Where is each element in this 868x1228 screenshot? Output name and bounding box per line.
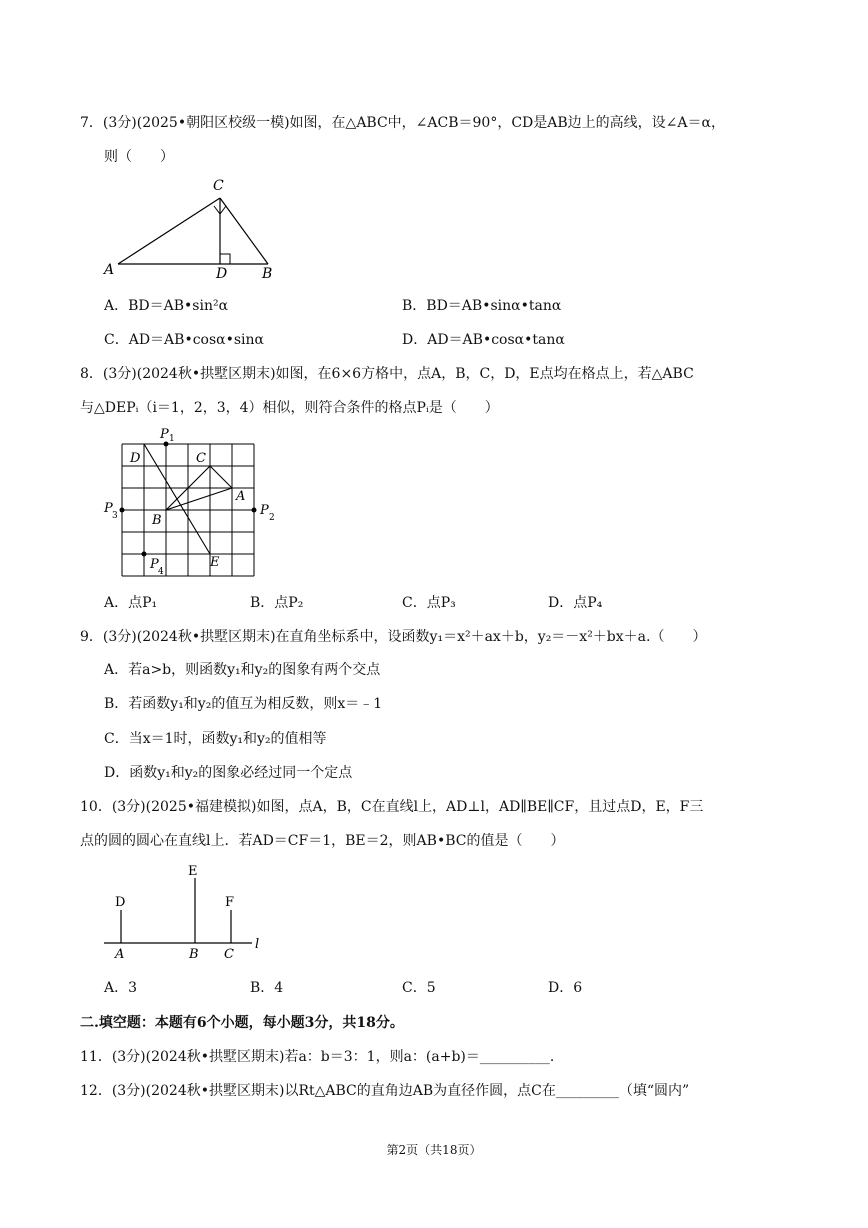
q8-option-c: C．点P₃ [402,595,456,611]
q10-option-c: C．5 [402,980,436,996]
q10-figure [100,858,270,964]
q8-label-p2-sub: 2 [269,513,275,523]
q8-label-e: E [210,555,220,570]
q10-label-l: l [255,937,260,952]
q8-label-p4-sub: 4 [158,567,164,577]
q7-label-d: D [216,266,228,282]
q10-stem-line2: 点的圆的圆心在直线l上．若AD＝CF＝1，BE＝2，则AB•BC的值是（ ） [80,833,565,849]
q8-label-a: A [236,489,246,504]
q7-option-a: A．BD＝AB•sin²α [104,298,229,314]
q8-stem-line2: 与△DEPᵢ（i＝1，2，3，4）相似，则符合条件的格点Pᵢ是（ ） [80,400,499,416]
q10-label-a: A [115,947,125,962]
q8-stem-line1: 8．(3分)(2024秋•拱墅区期末)如图，在6×6方格中，点A，B，C，D，E点均在格点上，若△ABC [80,366,694,382]
q8-label-p3: P [104,501,113,516]
q7-label-a: A [104,262,115,278]
q8-label-p4: P [150,557,159,572]
q11-stem: 11．(3分)(2024秋•拱墅区期末)若a：b＝3：1，则a：(a+b)＝__________． [80,1049,564,1065]
q12-stem: 12．(3分)(2024秋•拱墅区期末)以Rt△ABC的直角边AB为直径作圆，点C在_________（填“圆内” [80,1083,690,1099]
q8-label-d: D [130,451,141,466]
q10-option-d: D．6 [548,980,583,996]
page-footer: 第2页（共18页） [386,1143,482,1157]
q7-option-c: C．AD＝AB•cosα•sinα [104,332,265,348]
q7-option-d: D．AD＝AB•cosα•tanα [402,332,565,348]
q7-stem-line1: 7．(3分)(2025•朝阳区校级一模)如图，在△ABC中，∠ACB＝90°，CD是AB边上的高线，设∠A＝α， [80,115,725,131]
q10-label-f: F [225,895,235,910]
q8-grid-figure [100,424,280,584]
q9-option-c: C．当x＝1时，函数y₁和y₂的值相等 [104,731,327,747]
q7-label-b: B [262,266,273,282]
q7-figure [100,174,290,286]
q10-label-b: B [189,947,199,962]
q10-label-d: D [115,895,126,910]
q9-option-a: A．若a>b，则函数y₁和y₂的图象有两个交点 [104,662,381,678]
section-heading: 二.填空题：本题有6个小题，每小题3分，共18分。 [80,1015,404,1031]
q7-option-b: B．BD＝AB•sinα•tanα [402,298,562,314]
q8-option-b: B．点P₂ [250,595,304,611]
q8-label-c: C [196,451,206,466]
q8-label-b: B [152,513,162,528]
q9-option-b: B．若函数y₁和y₂的值互为相反数，则x＝﹣1 [104,696,383,712]
q8-label-p3-sub: 3 [112,511,118,521]
q10-label-e: E [188,864,198,879]
q7-stem-line2: 则（ ） [104,149,174,165]
q9-stem: 9．(3分)(2024秋•拱墅区期末)在直角坐标系中，设函数y₁＝x²＋ax＋b，y₂＝－x²＋bx＋a.（ ） [80,629,707,645]
q10-option-b: B．4 [250,980,284,996]
q8-label-p2: P [260,503,269,518]
q10-option-a: A．3 [104,980,138,996]
q8-label-p1: P [160,427,169,442]
q10-label-c: C [224,947,234,962]
q9-option-d: D．函数y₁和y₂的图象必经过同一个定点 [104,765,353,781]
q7-label-c: C [213,178,224,194]
q10-stem-line1: 10．(3分)(2025•福建模拟)如图，点A，B，C在直线l上，AD⊥l，AD∥BE∥CF，且过点D，E，F三 [80,799,704,815]
q8-option-d: D．点P₄ [548,595,603,611]
q8-option-a: A．点P₁ [104,595,158,611]
q8-label-p1-sub: 1 [169,434,175,444]
